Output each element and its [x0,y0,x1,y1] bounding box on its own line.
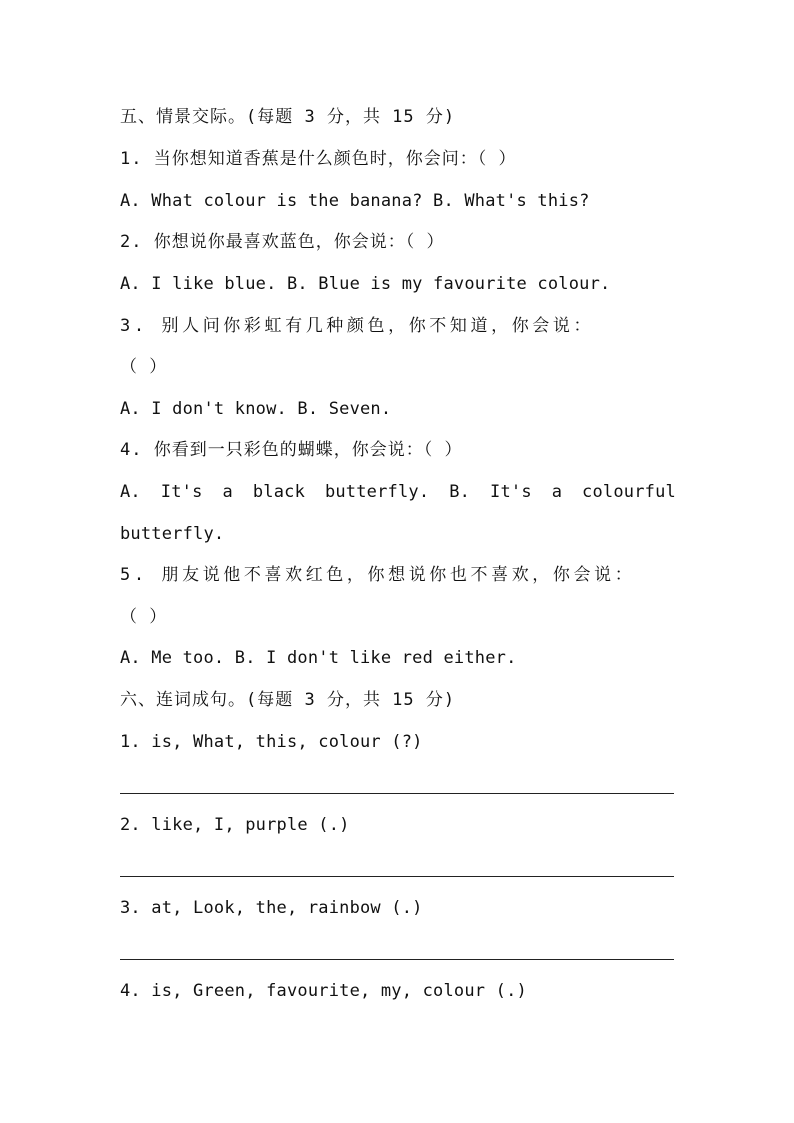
answer-line-3[interactable] [120,959,674,960]
section-5-title: 五、情景交际。(每题 3 分，共 15 分) [120,107,456,127]
option-word: black [252,482,306,502]
option-word: a [551,482,563,502]
section-5-question-4-options [120,481,676,503]
section-6-question-4: 4. is, Green, favourite, my, colour (.) [120,981,527,1001]
option-word: colourful [582,482,676,502]
answer-line-1[interactable] [120,793,674,794]
section-5-question-3-options: A. I don't know. B. Seven. [120,399,392,419]
section-5-question-3-paren: （ ） [120,357,168,377]
option-word: butterfly. [324,482,430,502]
section-5-question-4: 4. 你看到一只彩色的蝴蝶，你会说：（ ） [120,440,463,460]
section-5-question-5-options: A. Me too. B. I don't like red either. [120,648,517,668]
section-5-question-2: 2. 你想说你最喜欢蓝色，你会说：（ ） [120,232,445,252]
section-5-question-5: 5. 朋友说他不喜欢红色，你想说你也不喜欢，你会说： [120,565,636,585]
option-word: It's [490,482,532,502]
section-6-question-3: 3. at, Look, the, rainbow (.) [120,898,423,918]
section-5-question-1: 1. 当你想知道香蕉是什么颜色时，你会问：（ ） [120,149,517,169]
section-6-question-1: 1. is, What, this, colour (?) [120,732,423,752]
option-word: It's [160,482,203,502]
answer-line-2[interactable] [120,876,674,877]
option-word: A. [120,482,141,502]
section-5-question-1-options: A. What colour is the banana? B. What's this? [120,191,590,211]
option-word: a [222,482,233,502]
section-6-title: 六、连词成句。(每题 3 分，共 15 分) [120,690,456,710]
section-6-question-2: 2. like, I, purple (.) [120,815,350,835]
section-5-question-2-options: A. I like blue. B. Blue is my favourite colour. [120,274,611,294]
section-5-question-3: 3. 别人问你彩虹有几种颜色，你不知道，你会说： [120,316,595,336]
section-5-question-5-paren: （ ） [120,607,168,627]
option-word: B. [449,482,471,502]
section-5-question-4-options-continued: butterfly. [120,524,225,544]
